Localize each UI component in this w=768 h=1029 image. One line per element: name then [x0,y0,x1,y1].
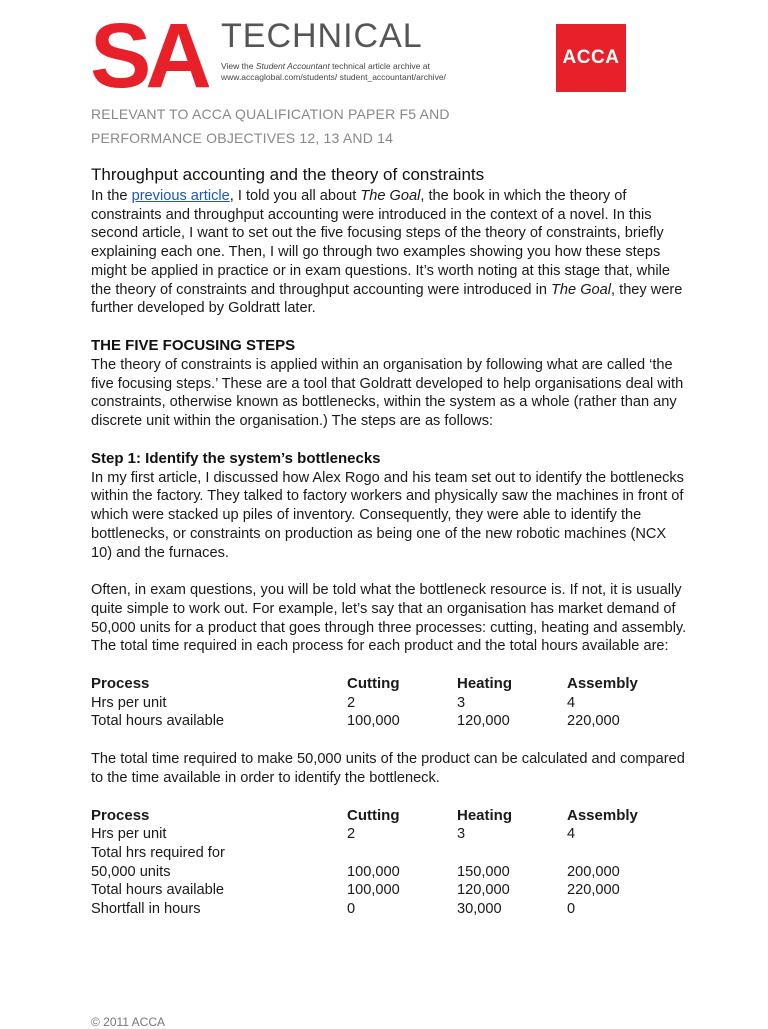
archive-note-italic: Student Accountant [255,61,330,71]
table-cell: 220,000 [567,882,620,899]
table-cell: 120,000 [457,882,510,899]
step1-paragraph: In my first article, I discussed how Alex Rogo and his team set out to identify the bottlenecks within the factory. They talked to factory workers and physically saw the machines in front of which were stacked up piles of inventory. Consequently, they were able to identify the bottlenecks, or constraints on production as being one of the new robotic machines (NCX 10) and the furnaces. [91,469,684,561]
table-cell: Shortfall in hours [91,901,201,918]
article-title: Throughput accounting and the theory of constraints [91,165,485,184]
table-cell: Total hours available [91,882,225,899]
table-row [91,712,677,731]
table-cell: 30,000 [457,901,502,918]
table-row [91,900,677,919]
table-row [91,825,677,844]
intro-text-1: In the [91,188,132,204]
exam-paragraph: Often, in exam questions, you will be told what the bottleneck resource is. If not, it is usually quite simple to work out. For example, let’s say that an organisation has market demand of 50,000 units for a product that goes through three processes: cutting, heating and assembly. The total time required in each process for each product and the total hours available are: [91,582,687,655]
table-cell: Total hours available [91,713,225,730]
step1-heading: Step 1: Identify the system’s bottlenecks [91,449,381,467]
table-cell: 4 [567,694,576,711]
table-row [91,881,677,900]
archive-note-rest: technical article archive at www.accaglobal.com/students/ student_accountant/archive/ [221,61,446,82]
header-cell: Heating [457,806,513,824]
article-body [91,163,691,919]
table-cell: 200,000 [567,863,620,880]
header-cell: Cutting [347,675,400,693]
table-cell: 100,000 [347,863,400,880]
archive-note [221,61,451,82]
header-cell: Cutting [347,806,400,824]
table-cell: 2 [347,694,356,711]
intro-text-3: , the book in which the theory of constraints and throughput accounting were introduced in the context of a novel. In this second article, I want to set out the five focusing steps of the theory of constraints, briefly explaining each one. Then, I will go through two examples showing you how these steps might be applied in practice or in exam questions. It’s worth noting at this stage that, while the theory of constraints and throughput accounting were introduced in [91,188,670,298]
intro-paragraph [91,187,691,318]
table-cell [457,844,567,863]
table-cell: Hrs per unit [91,826,167,843]
table-cell: Hrs per unit [91,694,167,711]
process-table-2 [91,807,677,919]
table-header-row [91,807,677,826]
calculation-paragraph: The total time required to make 50,000 units of the product can be calculated and compared to the time available in order to identify the bottleneck. [91,751,685,786]
section-title: TECHNICAL [221,17,423,55]
section-heading: THE FIVE FOCUSING STEPS [91,336,296,354]
table-cell [347,844,457,863]
process-table-1 [91,675,677,731]
header-cell: Assembly [567,806,638,824]
table-row [91,694,677,713]
table-cell: 3 [457,694,466,711]
relevance-line-2: PERFORMANCE OBJECTIVES 12, 13 AND 14 [91,130,394,146]
table-cell: 0 [567,901,576,918]
table-cell: 50,000 units [91,863,171,880]
table-cell: 100,000 [347,882,400,899]
header-cell: Heating [457,675,513,693]
relevance-statement [91,102,691,150]
acca-logo: ACCA [556,24,626,92]
table-cell: 100,000 [347,713,400,730]
table-row [91,844,677,863]
sa-logo: SA [90,5,206,107]
table-cell: 150,000 [457,863,510,880]
table-cell: 0 [347,901,356,918]
copyright-footer: © 2011 ACCA [91,1015,165,1029]
table-header-row [91,675,677,694]
table-cell [567,844,677,863]
header-cell: Assembly [567,675,638,693]
section-paragraph: The theory of constraints is applied within an organisation by following what are called ‘the five focusing steps.’ These are a tool that Goldratt developed to help organisations deal with constraints, otherwise known as bottlenecks, within the system as a whole (rather than any discrete unit within the organisation.) The steps are as follows: [91,356,684,430]
table-cell: 120,000 [457,713,510,730]
header-cell: Process [91,675,150,693]
table-cell: 3 [457,826,466,843]
table-cell: 220,000 [567,713,620,730]
intro-text-2: , I told you all about [229,188,361,204]
intro-text-4: , they were further developed by Goldratt later. [91,281,683,317]
table-cell: 2 [347,826,356,843]
header-cell: Process [91,806,150,824]
table-cell: 4 [567,826,576,843]
relevance-line-1: RELEVANT TO ACCA QUALIFICATION PAPER F5 AND [91,106,450,122]
table-cell: Total hrs required for [91,844,225,861]
previous-article-link[interactable]: previous article [131,188,230,204]
table-row [91,863,677,882]
archive-note-prefix: View the [221,61,256,71]
book-title-1: The Goal [360,188,421,204]
book-title-2: The Goal [551,281,612,298]
